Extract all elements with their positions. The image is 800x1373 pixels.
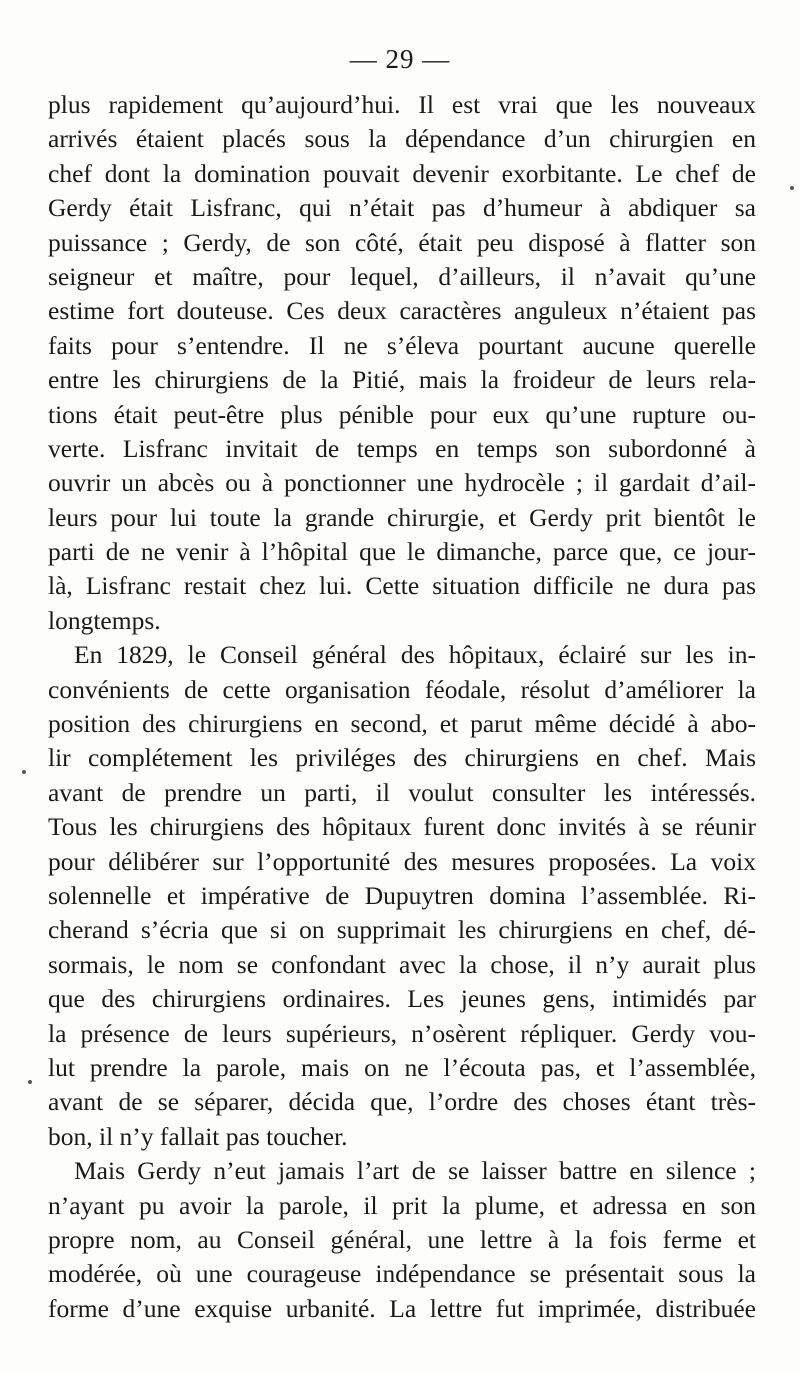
text-line: convénients de cette organisation féodale, résolut d’améliorer la: [48, 674, 756, 704]
text-line: entre les chirurgiens de la Pitié, mais la froideur de leurs rela-: [48, 365, 756, 395]
text-line: En 1829, le Conseil général des hôpitaux, éclairé sur les in-: [74, 640, 756, 670]
text-line: puissance ; Gerdy, de son côté, était peu disposé à flatter son: [48, 227, 756, 257]
text-line: parti de ne venir à l’hôpital que le dimanche, parce que, ce jour-: [48, 537, 756, 567]
page-number: — 29 —: [349, 44, 451, 74]
paragraph-2: [48, 638, 756, 1154]
text-line: longtemps.: [48, 605, 161, 635]
text-line: position des chirurgiens en second, et parut même décidé à abo-: [48, 709, 756, 739]
text-line: la présence de leurs supérieurs, n’osèrent répliquer. Gerdy vou-: [48, 1018, 756, 1048]
text-line: Gerdy était Lisfranc, qui n’était pas d’humeur à abdiquer sa: [48, 193, 756, 223]
text-line: bon, il n’y fallait pas toucher.: [48, 1121, 348, 1151]
text-line: verte. Lisfranc invitait de temps en temps son subordonné à: [48, 433, 756, 463]
text-line: faits pour s’entendre. Il ne s’éleva pourtant aucune querelle: [48, 330, 756, 360]
text-line: avant de se séparer, décida que, l’ordre des choses étant très-: [48, 1087, 756, 1117]
print-speck: [790, 186, 794, 190]
text-line: lir complétement les priviléges des chirurgiens en chef. Mais: [48, 743, 756, 773]
text-line: ouvrir un abcès ou à ponctionner une hydrocèle ; il gardait d’ail-: [48, 468, 756, 498]
text-line: avant de prendre un parti, il voulut consulter les intéressés.: [48, 777, 756, 807]
text-line: Mais Gerdy n’eut jamais l’art de se laisser battre en silence ;: [74, 1156, 756, 1186]
text-line: n’ayant pu avoir la parole, il prit la plume, et adressa en son: [48, 1190, 756, 1220]
text-line: estime fort douteuse. Ces deux caractères anguleux n’étaient pas: [48, 296, 756, 326]
text-line: pour délibérer sur l’opportunité des mesures proposées. La voix: [48, 846, 756, 876]
text-line: là, Lisfranc restait chez lui. Cette situation difficile ne dura pas: [48, 571, 756, 601]
text-line: leurs pour lui toute la grande chirurgie, et Gerdy prit bientôt le: [48, 502, 756, 532]
text-line: que des chirurgiens ordinaires. Les jeunes gens, intimidés par: [48, 984, 756, 1014]
text-line: propre nom, au Conseil général, une lettre à la fois ferme et: [48, 1224, 756, 1254]
text-line: chef dont la domination pouvait devenir exorbitante. Le chef de: [48, 158, 756, 188]
text-line: tions était peut-être plus pénible pour eux qu’une rupture ou-: [48, 399, 756, 429]
text-line: lut prendre la parole, mais on ne l’écouta pas, et l’assemblée,: [48, 1052, 756, 1082]
paragraph-1: [48, 88, 756, 638]
print-speck: [28, 1080, 32, 1084]
text-line: seigneur et maître, pour lequel, d’ailleurs, il n’avait qu’une: [48, 261, 756, 291]
text-line: Tous les chirurgiens des hôpitaux furent donc invités à se réunir: [48, 812, 756, 842]
text-line: cherand s’écria que si on supprimait les chirurgiens en chef, dé-: [48, 915, 756, 945]
body-text: [48, 88, 756, 1326]
text-line: arrivés étaient placés sous la dépendance d’un chirurgien en: [48, 124, 756, 154]
text-line: modérée, où une courageuse indépendance se présentait sous la: [48, 1259, 756, 1289]
text-line: forme d’une exquise urbanité. La lettre fut imprimée, distribuée: [48, 1293, 756, 1323]
text-line: plus rapidement qu’aujourd’hui. Il est vrai que les nouveaux: [48, 90, 756, 119]
text-line: solennelle et impérative de Dupuytren domina l’assemblée. Ri-: [48, 880, 756, 910]
text-line: sormais, le nom se confondant avec la chose, il n’y aurait plus: [48, 949, 756, 979]
print-speck: [22, 770, 26, 774]
paragraph-3: [48, 1154, 756, 1326]
